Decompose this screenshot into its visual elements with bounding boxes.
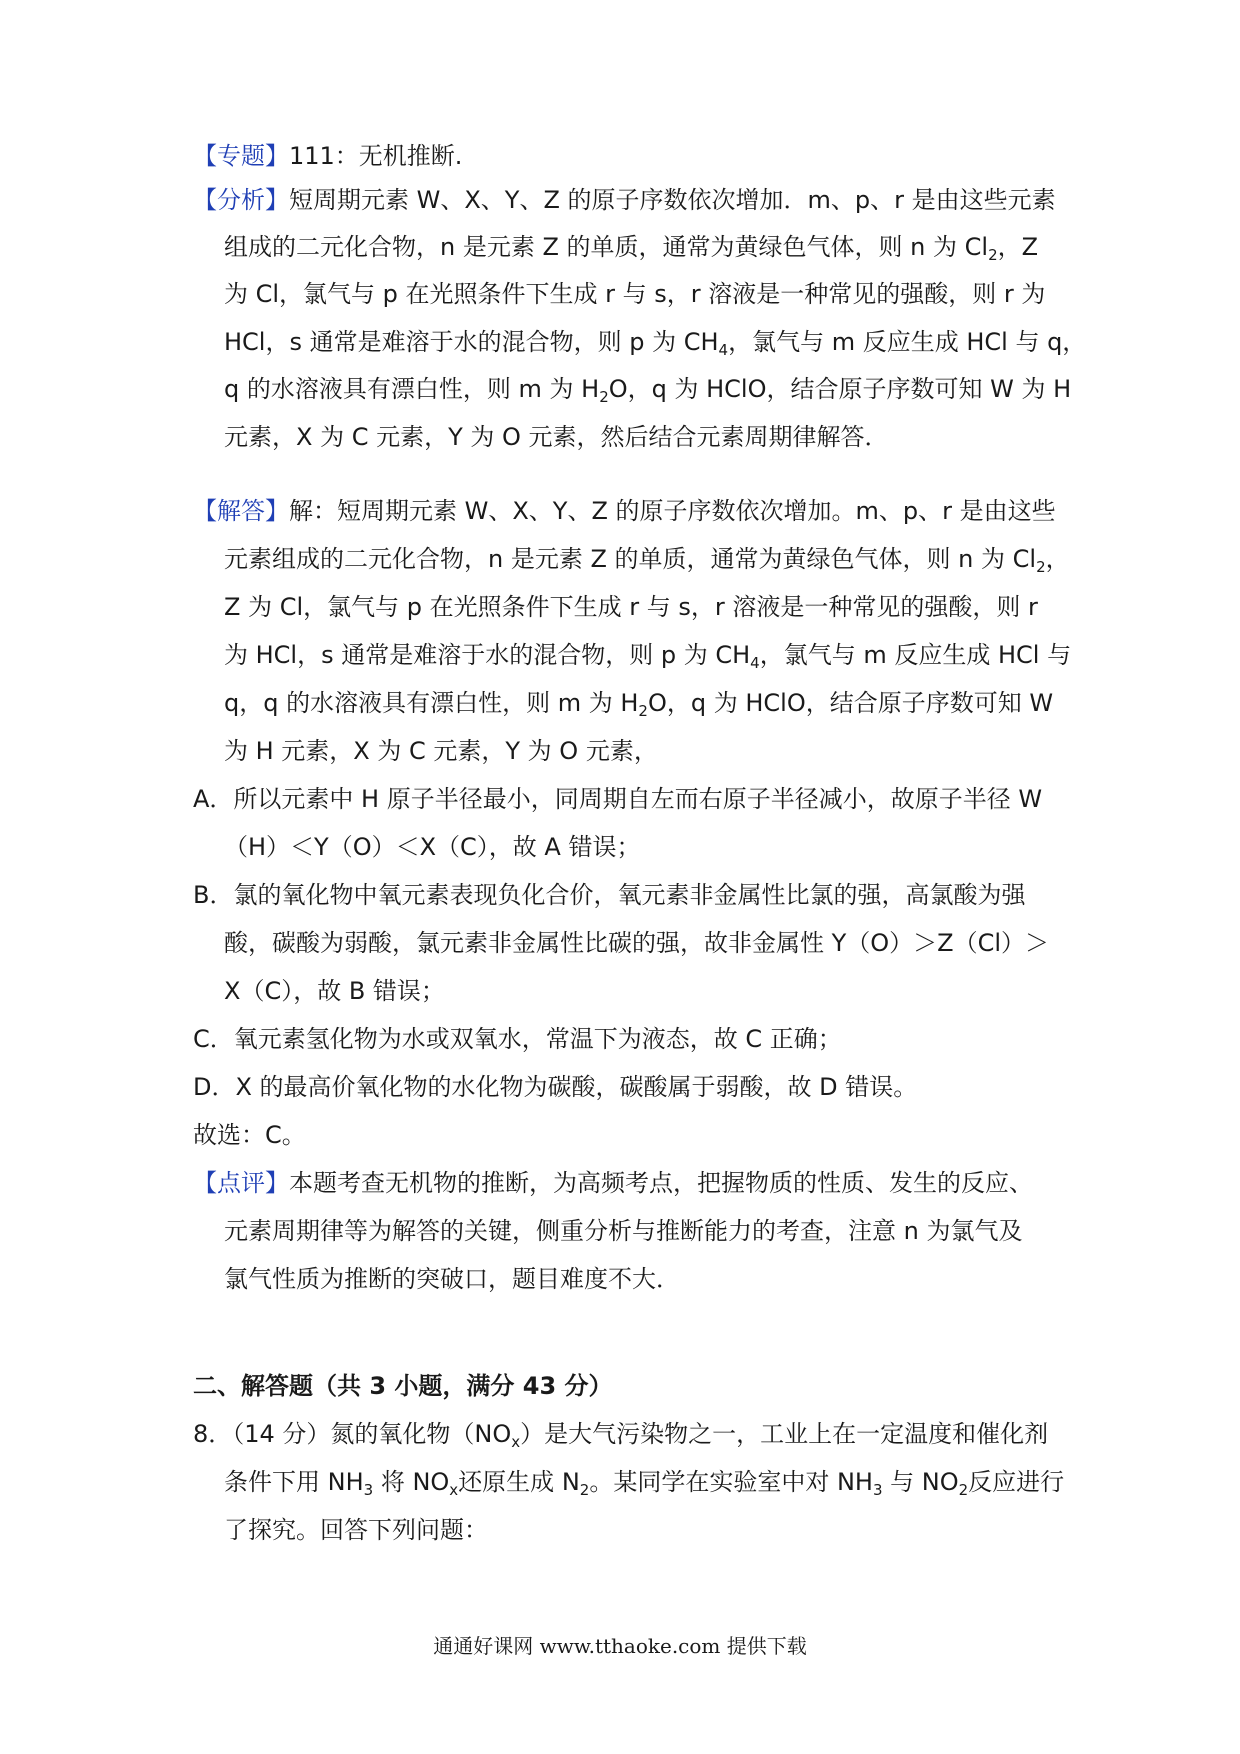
jieda-line-3 bbox=[224, 591, 1038, 623]
fenxi-text-6: 元素，X 为 C 元素，Y 为 O 元素，然后结合元素周期律解答． bbox=[224, 423, 889, 451]
question-8-line-1 bbox=[193, 1418, 1048, 1450]
fenxi-text-2a: 组成的二元化合物，n 是元素 Z 的单质，通常为黄绿色气体，则 n 为 Cl bbox=[224, 233, 989, 261]
jieda-line-6 bbox=[224, 735, 658, 767]
zhuanti-text: 111：无机推断. bbox=[289, 142, 463, 170]
dianping-text-1: 本题考查无机物的推断，为高频考点，把握物质的性质、发生的反应、 bbox=[289, 1169, 1033, 1197]
option-a-line-1 bbox=[193, 783, 1042, 815]
jieda-line-5 bbox=[224, 687, 1053, 719]
option-a-text-1: A．所以元素中 H 原子半径最小，同周期自左而右原子半径减小，故原子半径 W bbox=[193, 785, 1043, 813]
fenxi-line-3 bbox=[224, 278, 1045, 310]
jieda-text-1: 解：短周期元素 W、X、Y、Z 的原子序数依次增加。m、p、r 是由这些 bbox=[289, 497, 1056, 525]
question-8-line-3 bbox=[224, 1514, 488, 1546]
fenxi-line-2 bbox=[224, 231, 1038, 263]
jieda-line-1 bbox=[193, 495, 1056, 527]
subscript: 2 bbox=[638, 702, 648, 720]
option-b-text-3: X（C），故 B 错误； bbox=[224, 977, 445, 1005]
q8-text-1a: 8．（14 分）氮的氧化物（NO bbox=[193, 1420, 512, 1448]
q8-text-2a: 条件下用 NH bbox=[224, 1468, 364, 1496]
option-b-text-1: B．氯的氧化物中氧元素表现负化合价，氧元素非金属性比氯的强，高氯酸为强 bbox=[193, 881, 1026, 909]
subscript: 2 bbox=[1036, 558, 1046, 576]
fenxi-line-1 bbox=[193, 184, 1056, 216]
page-footer: 通通好课网 www.tthaoke.com 提供下载 bbox=[433, 1634, 807, 1658]
answer-line bbox=[193, 1119, 306, 1151]
jieda-line-2 bbox=[224, 543, 1070, 575]
q8-text-1b: ）是大气污染物之一，工业上在一定温度和催化剂 bbox=[520, 1420, 1049, 1448]
fenxi-tag: 【分析】 bbox=[193, 186, 289, 214]
option-a-line-2 bbox=[224, 831, 640, 863]
jieda-text-4a: 为 HCl，s 通常是难溶于水的混合物，则 p 为 CH bbox=[224, 641, 751, 669]
fenxi-text-2b: ，Z bbox=[997, 233, 1039, 261]
question-8-line-2 bbox=[224, 1466, 1064, 1498]
subscript: 4 bbox=[718, 341, 729, 359]
option-b-line-1 bbox=[193, 879, 1025, 911]
fenxi-text-1: 短周期元素 W、X、Y、Z 的原子序数依次增加．m、p、r 是由这些元素 bbox=[289, 186, 1056, 214]
subscript: x bbox=[511, 1433, 521, 1451]
fenxi-text-3: 为 Cl，氯气与 p 在光照条件下生成 r 与 s，r 溶液是一种常见的强酸，则 r 为 bbox=[224, 280, 1046, 308]
q8-text-3: 了探究。回答下列问题： bbox=[224, 1516, 488, 1544]
fenxi-text-5a: q 的水溶液具有漂白性，则 m 为 H bbox=[224, 375, 600, 403]
jieda-line-4 bbox=[224, 639, 1071, 671]
option-d-text: D．X 的最高价氧化物的水化物为碳酸，碳酸属于弱酸，故 D 错误。 bbox=[193, 1073, 918, 1101]
q8-text-2e: 与 NO bbox=[882, 1468, 959, 1496]
jieda-text-4b: ，氯气与 m 反应生成 HCl 与 bbox=[759, 641, 1072, 669]
dianping-line-3 bbox=[224, 1263, 680, 1295]
option-c-line bbox=[193, 1023, 842, 1055]
fenxi-line-4 bbox=[224, 326, 1086, 358]
jieda-text-2a: 元素组成的二元化合物，n 是元素 Z 的单质，通常为黄绿色气体，则 n 为 Cl bbox=[224, 545, 1037, 573]
subscript: 2 bbox=[599, 388, 609, 406]
zhuanti-tag: 【专题】 bbox=[193, 142, 289, 170]
answer-text: 故选：C。 bbox=[193, 1121, 306, 1149]
option-d-line bbox=[193, 1071, 917, 1103]
option-b-line-3 bbox=[224, 975, 445, 1007]
subscript: 3 bbox=[872, 1481, 883, 1499]
option-b-line-2 bbox=[224, 927, 1049, 959]
q8-text-2d: 。某同学在实验室中对 NH bbox=[589, 1468, 873, 1496]
dianping-line-2 bbox=[224, 1215, 1022, 1247]
q8-text-2c: 还原生成 N bbox=[458, 1468, 580, 1496]
fenxi-line-6 bbox=[224, 421, 889, 453]
fenxi-line-5 bbox=[224, 373, 1071, 405]
subscript: 2 bbox=[988, 246, 998, 264]
fenxi-text-4b: ，氯气与 m 反应生成 HCl 与 q， bbox=[728, 328, 1087, 356]
jieda-text-6: 为 H 元素，X 为 C 元素，Y 为 O 元素， bbox=[224, 737, 658, 765]
dianping-line-1 bbox=[193, 1167, 1033, 1199]
jieda-text-5a: q，q 的水溶液具有漂白性，则 m 为 H bbox=[224, 689, 639, 717]
subscript: 2 bbox=[579, 1481, 590, 1499]
option-b-text-2: 酸，碳酸为弱酸，氯元素非金属性比碳的强，故非金属性 Y（O）＞Z（Cl）＞ bbox=[224, 929, 1050, 957]
option-a-text-2: （H）＜Y（O）＜X（C），故 A 错误； bbox=[224, 833, 641, 861]
section-heading-text: 二、解答题（共 3 小题，满分 43 分） bbox=[193, 1372, 613, 1400]
jieda-text-5b: O，q 为 HClO，结合原子序数可知 W bbox=[647, 689, 1054, 717]
fenxi-text-4a: HCl，s 通常是难溶于水的混合物，则 p 为 CH bbox=[224, 328, 719, 356]
jieda-tag: 【解答】 bbox=[193, 497, 289, 525]
subscript: 2 bbox=[958, 1481, 969, 1499]
zhuanti-line bbox=[193, 140, 462, 172]
dianping-tag: 【点评】 bbox=[193, 1169, 289, 1197]
q8-text-2f: 反应进行 bbox=[968, 1468, 1065, 1496]
subscript: 4 bbox=[750, 654, 760, 672]
dianping-text-2: 元素周期律等为解答的关键，侧重分析与推断能力的考查，注意 n 为氯气及 bbox=[224, 1217, 1023, 1245]
jieda-text-2b: ， bbox=[1045, 545, 1070, 573]
subscript: 3 bbox=[363, 1481, 374, 1499]
section-heading bbox=[193, 1370, 613, 1402]
q8-text-2b: 将 NO bbox=[373, 1468, 450, 1496]
fenxi-text-5b: O，q 为 HClO，结合原子序数可知 W 为 H bbox=[608, 375, 1072, 403]
jieda-text-3: Z 为 Cl，氯气与 p 在光照条件下生成 r 与 s，r 溶液是一种常见的强酸，则 r bbox=[224, 593, 1038, 621]
dianping-text-3: 氯气性质为推断的突破口，题目难度不大． bbox=[224, 1265, 680, 1293]
option-c-text: C．氧元素氢化物为水或双氧水，常温下为液态，故 C 正确； bbox=[193, 1025, 842, 1053]
subscript: x bbox=[449, 1481, 459, 1499]
